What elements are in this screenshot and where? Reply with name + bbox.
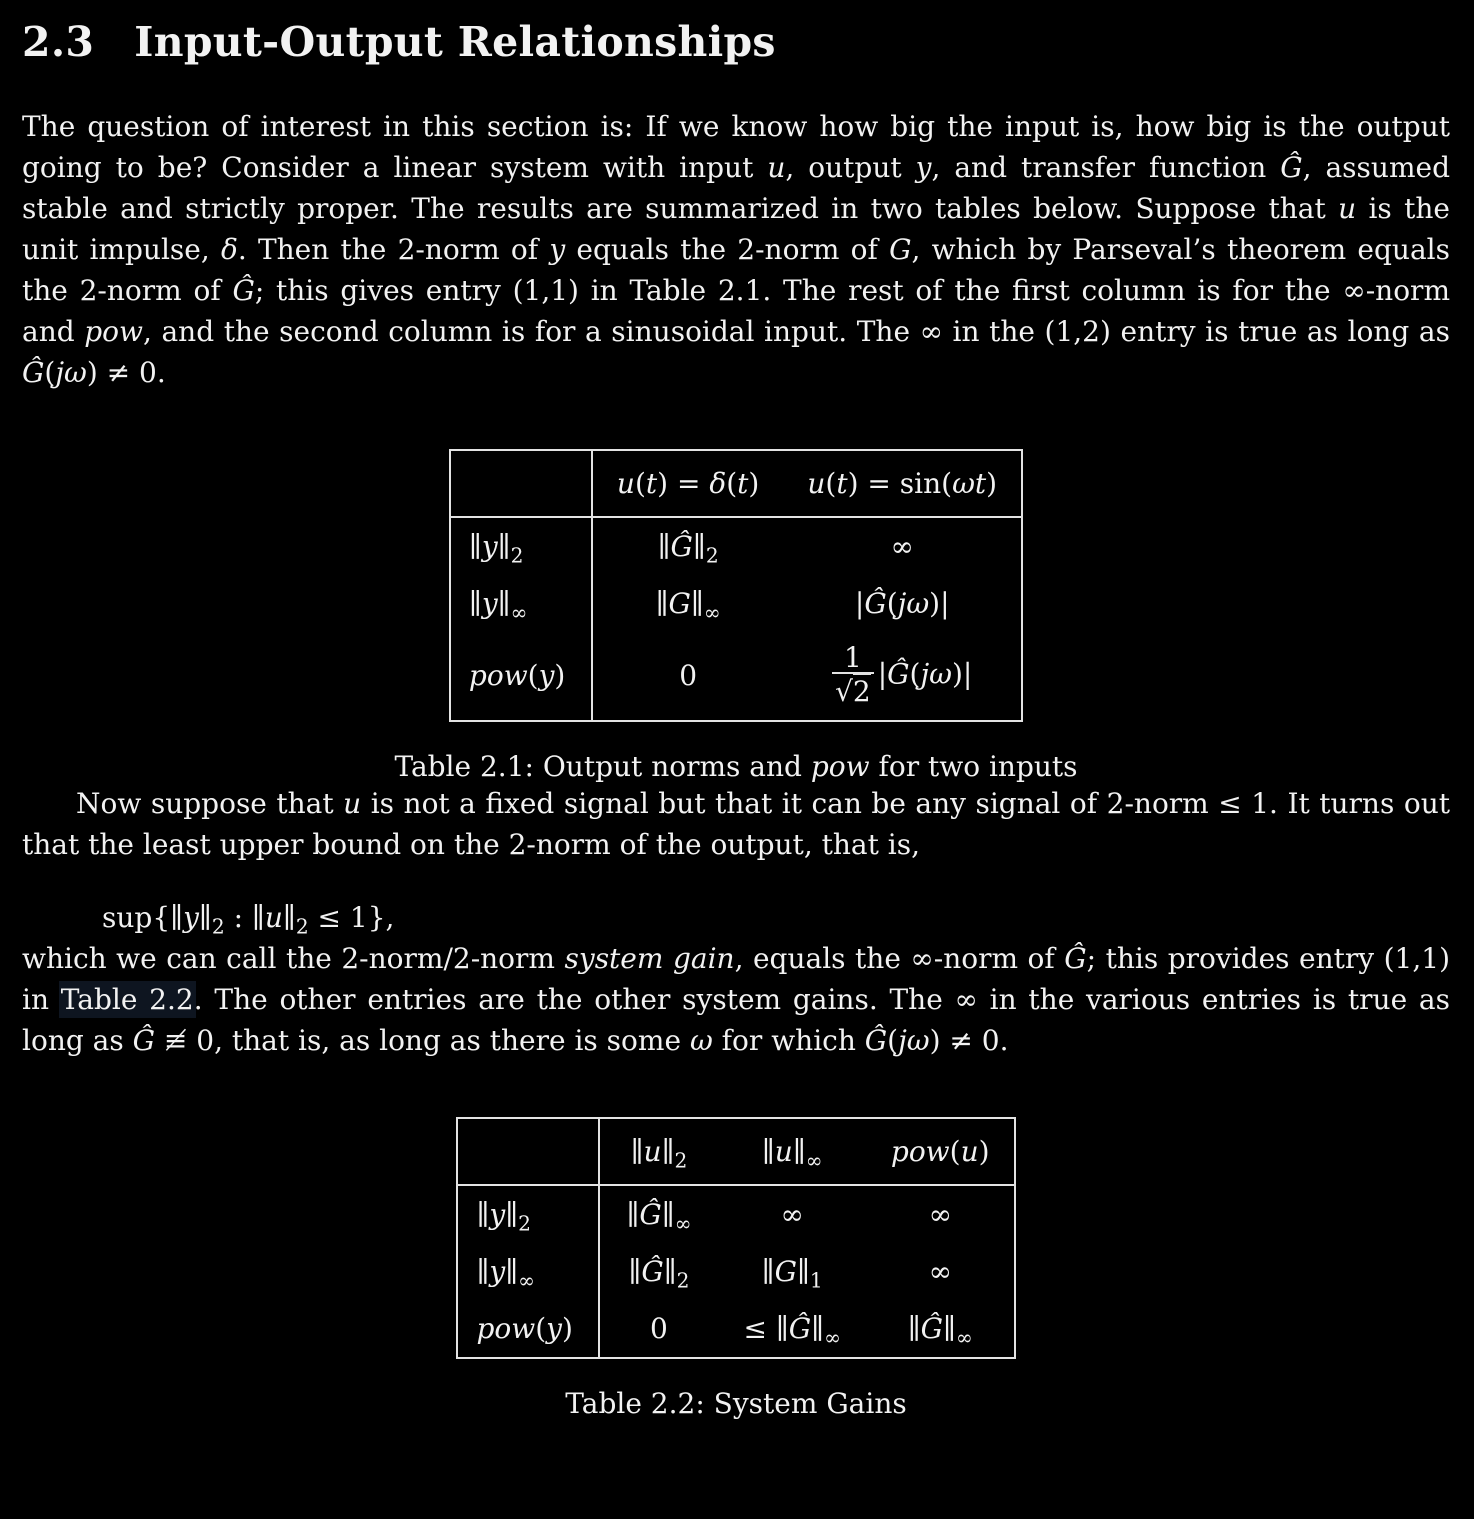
table-row xyxy=(457,1300,1014,1358)
section-title: Input-Output Relationships xyxy=(134,18,776,66)
section-number: 2.3 xyxy=(22,18,95,66)
equation-sup-norm: $sup\{\parallel y\parallel_2$ : $\parallel u\parallel_2 \le 1$}, xyxy=(102,900,395,939)
table-2-2-col-header: pow(u) xyxy=(867,1118,1015,1185)
row-label: pow(y) xyxy=(450,632,592,721)
table-cell: ∞ xyxy=(928,1197,952,1231)
fraction: $\frac{1}{√2}$ xyxy=(832,643,874,709)
table-2-2-caption: Table 2.2: System Gains xyxy=(565,1386,907,1420)
table-2-1-caption: Table 2.1: Output norms and pow for two inputs xyxy=(394,749,1078,783)
table-cell: $\parallel Ĝ\parallel_\infty$ xyxy=(907,1311,973,1350)
table-2-2-header-row xyxy=(457,1118,1014,1185)
table-cell: |Ĝ(jω)| xyxy=(854,587,950,620)
table-cell: ∞ xyxy=(890,530,914,563)
table-2-2-corner-cell xyxy=(457,1118,599,1185)
table-row xyxy=(450,517,1022,575)
table-2-1-header-row xyxy=(450,450,1022,517)
table-2-2-ref-link[interactable]: Table 2.2 xyxy=(60,982,194,1016)
table-2-1-col-header: u(t) = δ(t) xyxy=(592,450,783,517)
table-cell: 0 xyxy=(679,659,698,693)
table-2-1 xyxy=(449,449,1023,722)
sqrt-radical: √2 xyxy=(835,675,871,709)
table-2-2-col-header: $\parallel u\parallel_\infty$ xyxy=(717,1118,866,1185)
table-2-1-corner-cell xyxy=(450,450,592,517)
table-cell: ≤ $\parallel Ĝ\parallel_\infty$ xyxy=(743,1311,841,1350)
row-label: $\parallel y\parallel_2$ xyxy=(457,1185,599,1243)
table-cell: $\parallel G\parallel_1$ xyxy=(761,1254,823,1293)
table-cell: $\frac{1}{√2}$ |Ĝ(jω)| xyxy=(783,632,1022,721)
table-2-2-block xyxy=(22,1117,1450,1420)
table-2-1-col-header: u(t) = sin(ωt) xyxy=(783,450,1022,517)
table-cell: $\parallel Ĝ\parallel_2$ xyxy=(628,1254,690,1293)
table-2-2-col-header: $\parallel u\parallel_2$ xyxy=(599,1118,717,1185)
table-row xyxy=(457,1243,1014,1300)
table-cell: $\parallel Ĝ\parallel_\infty$ xyxy=(626,1197,692,1236)
table-cell: $\parallel G\parallel_\infty$ xyxy=(655,587,721,625)
table-cell: $\parallel Ĝ\parallel_2$ xyxy=(657,530,719,568)
table-cell: ∞ xyxy=(780,1197,804,1231)
row-label: pow(y) xyxy=(457,1300,599,1358)
section-heading xyxy=(22,18,1450,66)
table-cell: ∞ xyxy=(928,1254,952,1288)
table-2-2 xyxy=(456,1117,1015,1359)
paragraph-1: The question of interest in this section is: If we know how big the input is, how big is the output going to be? Consider a linear system with input u, output y, and transfer function Ĝ, assumed stable and strictly proper. The results are summarized in two tables below. Suppose that u is the unit impulse, δ. Then the 2-norm of y equals the 2-norm of G, which by Parseval’s theorem equals the 2-norm of Ĝ; this gives entry (1,1) in Table 2.1. The rest of the first column is for the ∞-norm and pow, and the second column is for a sinusoidal input. The ∞ in the (1,2) entry is true as long as Ĝ(jω) ≠ 0. xyxy=(22,110,1450,389)
row-label: $\parallel y\parallel_\infty$ xyxy=(457,1243,599,1300)
table-row xyxy=(450,632,1022,721)
paragraph-3: which we can call the 2-norm/2-norm system gain, equals the ∞-norm of Ĝ; this provides entry (1,1) in Table 2.2. The other entries are the other system gains. The ∞ in the various entries is true as long as Ĝ ≢ 0, that is, as long as there is some ω for which Ĝ(jω) ≠ 0. xyxy=(22,941,1451,1057)
row-label: $\parallel y\parallel_2$ xyxy=(450,517,592,575)
table-row xyxy=(450,575,1022,632)
row-label: $\parallel y\parallel_\infty$ xyxy=(450,575,592,632)
paragraph-2: Now suppose that u is not a fixed signal but that it can be any signal of 2-norm ≤ 1. It turns out that the least upper bound on the 2-norm of the output, that is, xyxy=(22,786,1450,861)
table-row xyxy=(457,1185,1014,1243)
table-2-1-block xyxy=(22,449,1450,783)
table-cell: 0 xyxy=(650,1311,668,1345)
